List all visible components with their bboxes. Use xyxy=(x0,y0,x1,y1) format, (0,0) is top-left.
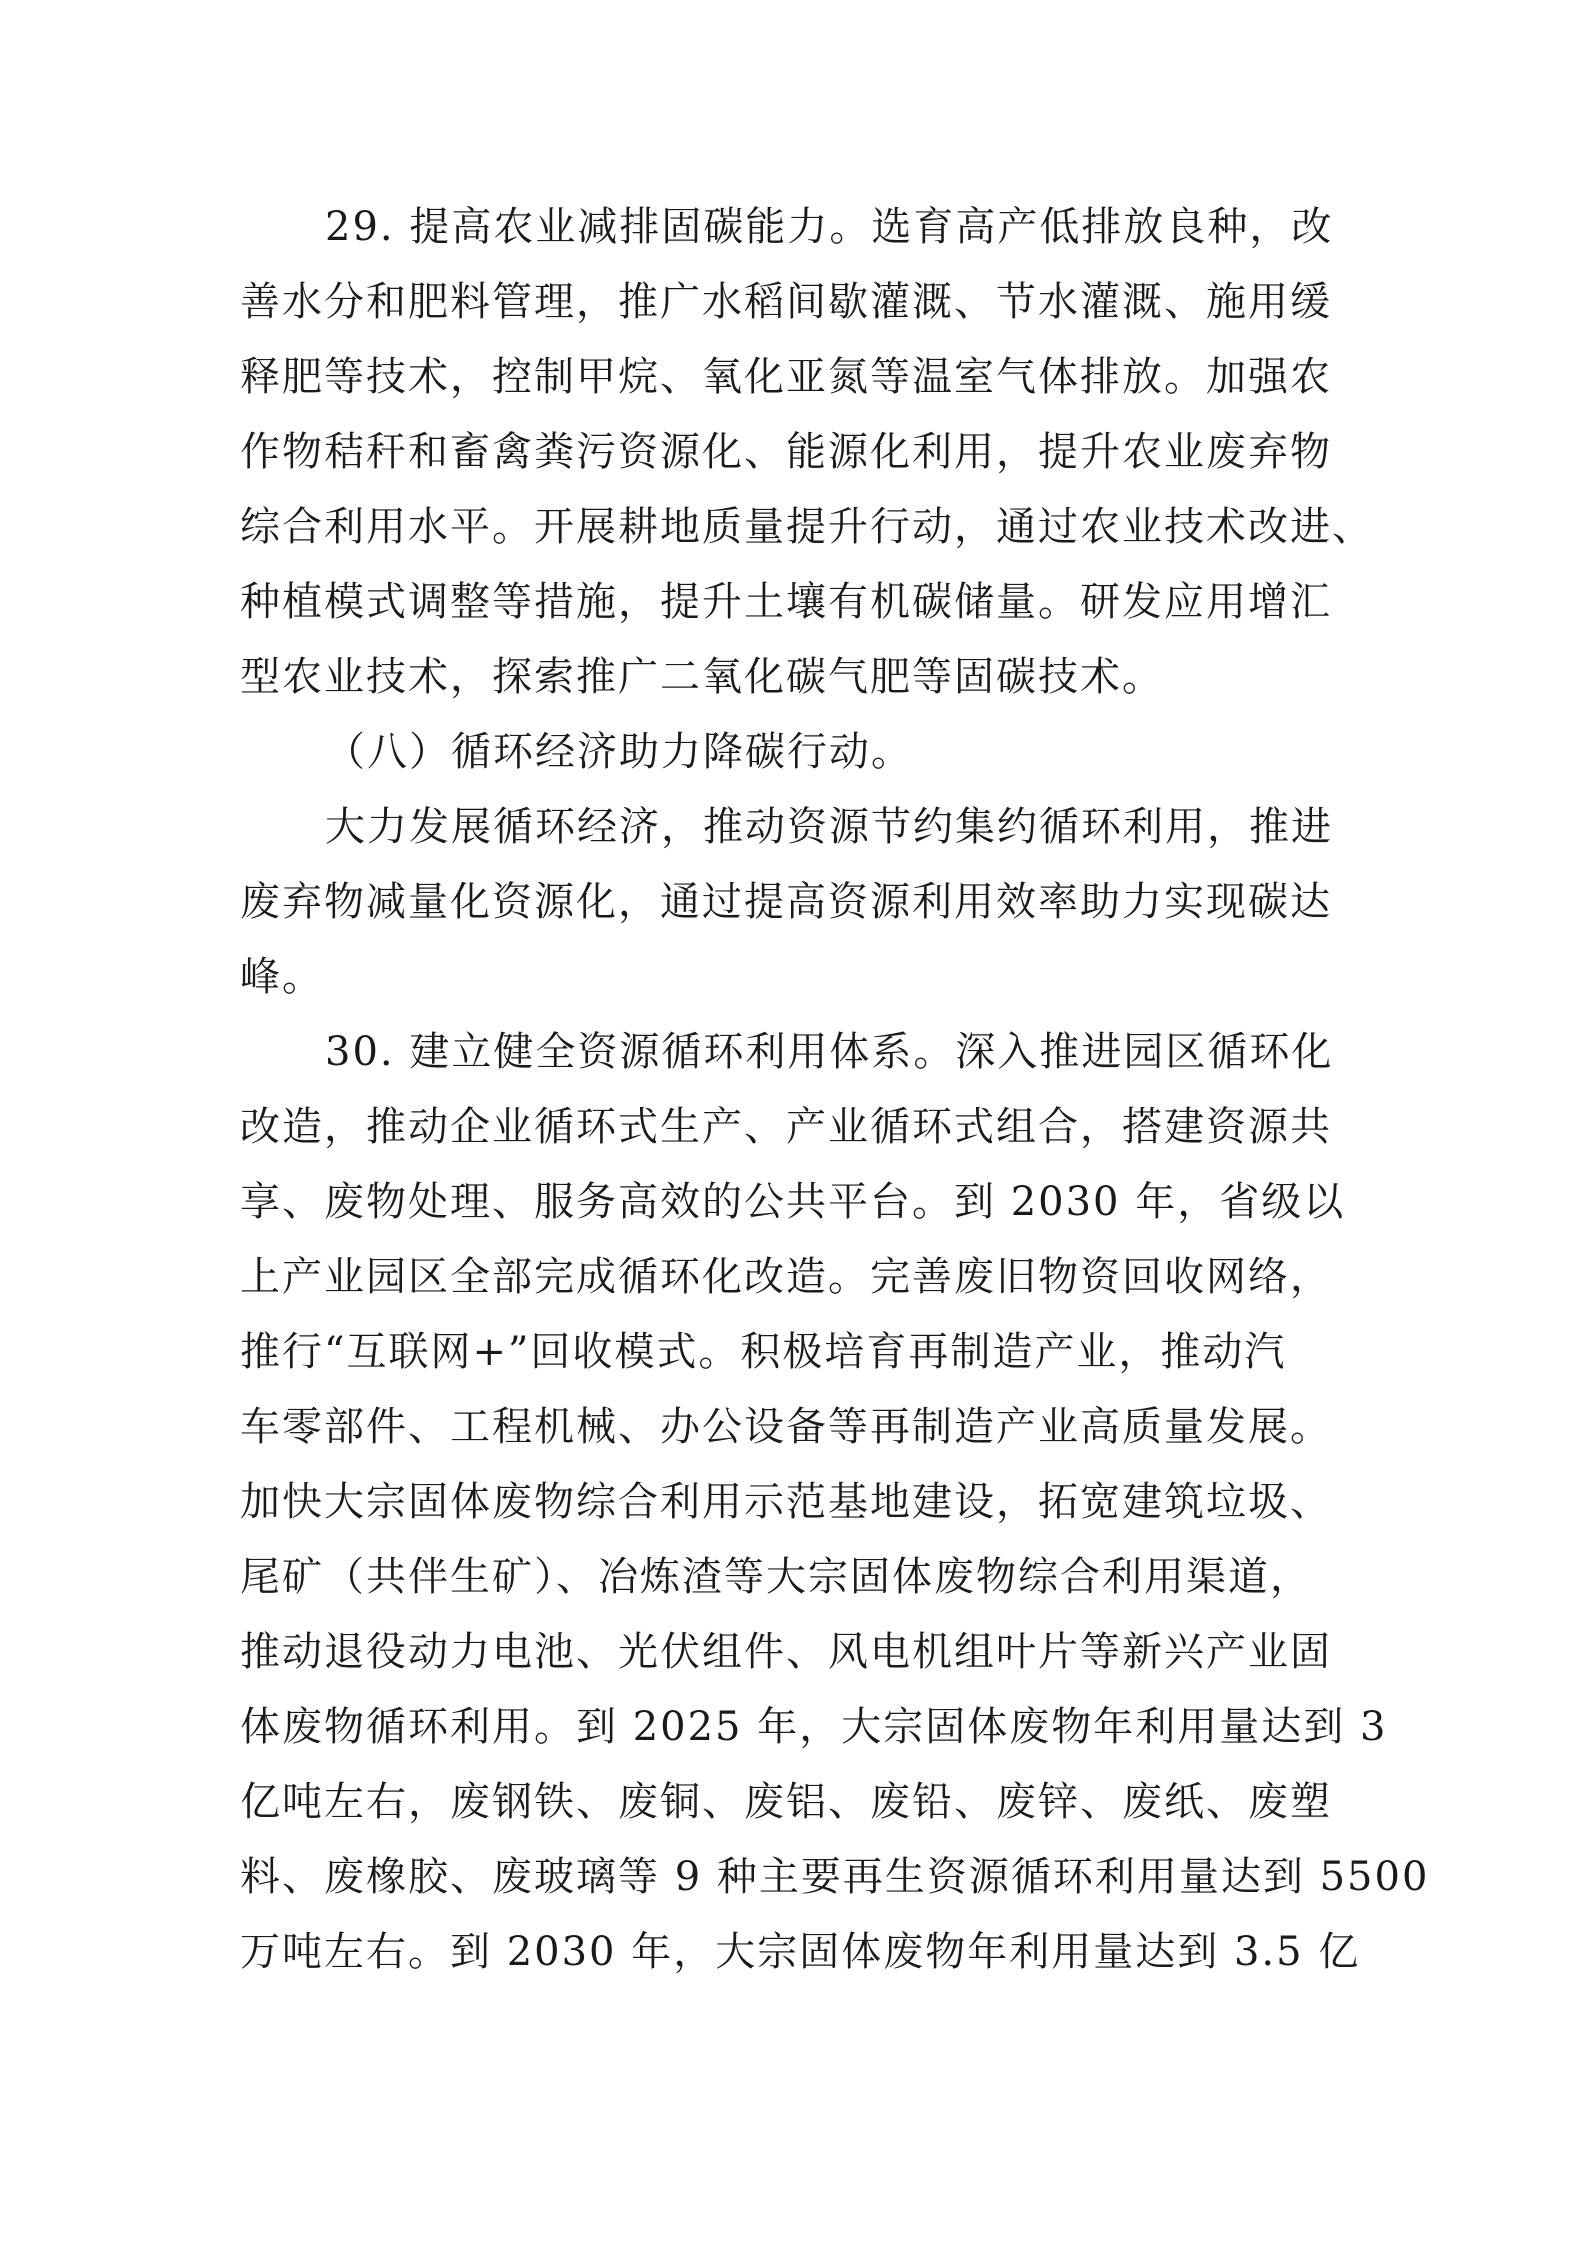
text-line xyxy=(240,340,1350,415)
text-segment: 车零部件、工程机械、办公设备等再制造产业高质量发展。 xyxy=(240,1404,1332,1450)
text-line xyxy=(240,1615,1350,1690)
text-segment: 废弃物减量化资源化，通过提高资源利用效率助力实现碳达 xyxy=(240,879,1332,925)
text-line xyxy=(240,265,1350,340)
text-segment: 释肥等技术，控制甲烷、氧化亚氮等温室气体排放。加强农 xyxy=(240,354,1332,400)
text-segment: 亿吨左右，废钢铁、废铜、废铝、废铅、废锌、废纸、废塑 xyxy=(240,1779,1332,1825)
text-line xyxy=(240,190,1350,265)
text-segment: 推行“互联网+”回收模式。积极培育再制造产业，推动汽 xyxy=(240,1329,1287,1375)
text-segment: 大力发展循环经济，推动资源节约集约循环利用，推进 xyxy=(325,804,1333,850)
text-segment: 万吨左右。到 2030 年，大宗固体废物年利用量达到 3.5 亿 xyxy=(240,1929,1361,1975)
text-segment: 上产业园区全部完成循环化改造。完善废旧物资回收网络， xyxy=(240,1254,1332,1300)
text-line xyxy=(240,865,1350,940)
text-line xyxy=(240,1315,1350,1390)
text-line xyxy=(240,1540,1350,1615)
text-segment: 享、废物处理、服务高效的公共平台。到 2030 年，省级以 xyxy=(240,1179,1346,1225)
document-page xyxy=(240,190,1430,1990)
text-line xyxy=(240,640,1350,715)
section-heading: （八）循环经济助力降碳行动。 xyxy=(325,729,913,775)
text-segment: 改造，推动企业循环式生产、产业循环式组合，搭建资源共 xyxy=(240,1104,1332,1150)
text-segment: 善水分和肥料管理，推广水稻间歇灌溉、节水灌溉、施用缓 xyxy=(240,279,1332,325)
text-segment: 体废物循环利用。到 2025 年，大宗固体废物年利用量达到 3 xyxy=(240,1704,1388,1750)
text-line xyxy=(240,790,1350,865)
text-segment: 尾矿（共伴生矿）、冶炼渣等大宗固体废物综合利用渠道， xyxy=(240,1554,1312,1600)
text-line xyxy=(240,1165,1350,1240)
text-segment: 型农业技术，探索推广二氧化碳气肥等固碳技术。 xyxy=(240,654,1164,700)
text-segment: 推动退役动力电池、光伏组件、风电机组叶片等新兴产业固 xyxy=(240,1629,1332,1675)
text-segment: 峰。 xyxy=(240,954,324,1000)
text-segment: 30. 建立健全资源循环利用体系。深入推进园区循环化 xyxy=(325,1029,1334,1075)
text-line xyxy=(240,1240,1350,1315)
text-line xyxy=(240,1840,1430,1915)
text-segment: 料、废橡胶、废玻璃等 9 种主要再生资源循环利用量达到 5500 xyxy=(240,1854,1430,1900)
text-line xyxy=(240,415,1350,490)
text-segment: 综合利用水平。开展耕地质量提升行动，通过农业技术改进、 xyxy=(240,504,1374,550)
text-line xyxy=(240,565,1350,640)
text-segment: 29. 提高农业减排固碳能力。选育高产低排放良种，改 xyxy=(325,204,1334,250)
text-line xyxy=(240,1015,1350,1090)
text-line xyxy=(240,1465,1350,1540)
text-line xyxy=(240,1390,1350,1465)
text-segment: 作物秸秆和畜禽粪污资源化、能源化利用，提升农业废弃物 xyxy=(240,429,1332,475)
text-segment: 加快大宗固体废物综合利用示范基地建设，拓宽建筑垃圾、 xyxy=(240,1479,1332,1525)
text-line xyxy=(240,490,1374,565)
text-line xyxy=(240,1090,1350,1165)
text-segment: 种植模式调整等措施，提升土壤有机碳储量。研发应用增汇 xyxy=(240,579,1332,625)
text-line xyxy=(240,1915,1361,1990)
text-line xyxy=(240,940,1350,1015)
text-line xyxy=(240,1690,1388,1765)
text-line xyxy=(240,1765,1350,1840)
